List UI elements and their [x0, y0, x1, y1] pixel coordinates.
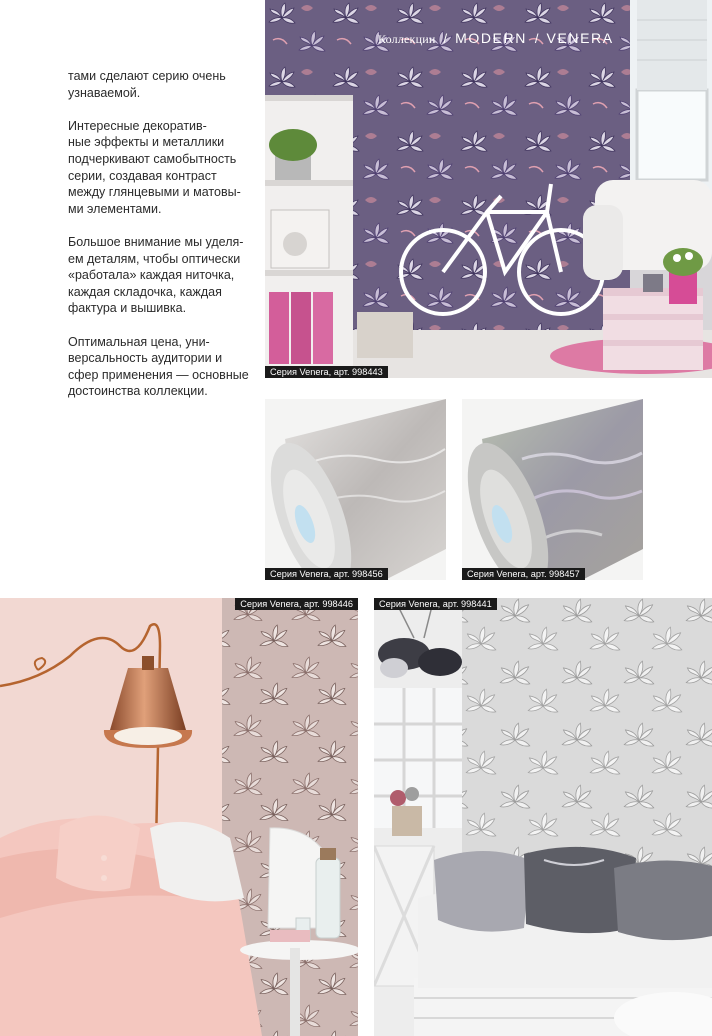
top-room-photo — [265, 0, 712, 378]
paragraph: тами сделают серию очень узнаваемой. — [68, 69, 226, 100]
roll-photo-left — [265, 399, 446, 580]
breadcrumb-collection[interactable]: MODERN — [455, 30, 527, 46]
caption-bottom-left: Серия Venera, арт. 998446 — [235, 598, 358, 610]
breadcrumb-section[interactable]: Коллекции — [378, 32, 436, 46]
breadcrumb-series: VENERA — [546, 30, 614, 46]
roll-photo-right — [462, 399, 643, 580]
body-text — [68, 68, 258, 416]
breadcrumb — [378, 30, 614, 48]
breadcrumb-separator: / — [443, 31, 448, 46]
breadcrumb-separator: / — [534, 31, 539, 46]
caption-roll-left: Серия Venera, арт. 998456 — [265, 568, 388, 580]
caption-bottom-right: Серия Venera, арт. 998441 — [374, 598, 497, 610]
bottom-left-photo — [0, 598, 358, 1036]
bottom-right-photo — [374, 598, 712, 1036]
paragraph: Оптимальная цена, уни- версальность аудитории и сфер применения — основные достоинства коллекции. — [68, 334, 249, 399]
paragraph: Большое внимание мы уделя- ем деталям, чтобы оптически «работала» каждая ниточка, каждая складочка, каждая фактура и вышивка. — [68, 234, 244, 316]
caption-roll-right: Серия Venera, арт. 998457 — [462, 568, 585, 580]
caption-top-room: Серия Venera, арт. 998443 — [265, 366, 388, 378]
paragraph: Интересные декоратив- ные эффекты и металлики подчеркивают самобытность серии, создавая контраст между глянцевыми и матовы- ми элементами. — [68, 118, 241, 216]
